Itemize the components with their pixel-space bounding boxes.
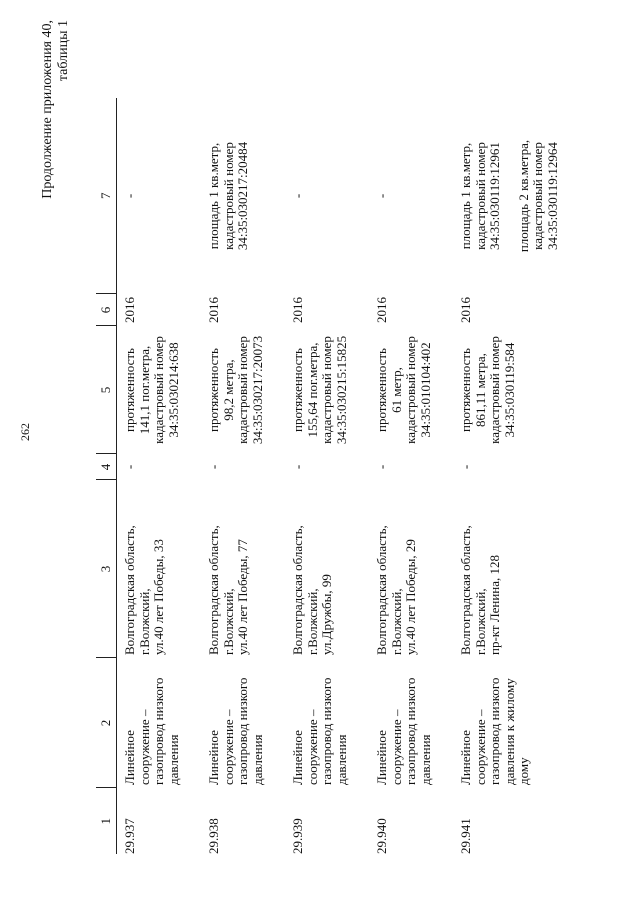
land-info xyxy=(201,98,285,294)
table-row xyxy=(453,98,568,854)
column-4-value: - xyxy=(374,464,389,470)
object-details: протяженность 61 метр, кадастровый номер 34:35:010104:402 xyxy=(374,336,433,444)
object-year: 2016 xyxy=(374,297,389,323)
column-4-value: - xyxy=(122,464,137,470)
object-name: Линейное сооружение – газопровод низкого давления xyxy=(122,677,181,785)
object-details: протяженность 141,1 пог.метра, кадастровый номер 34:35:030214:638 xyxy=(122,336,181,444)
object-address: Волгоградская область, г.Волжский, ул.40 лет Победы, 29 xyxy=(374,525,418,655)
column-header: 5 xyxy=(96,326,117,454)
table-row xyxy=(285,98,369,854)
object-year: 2016 xyxy=(290,297,305,323)
column-header: 3 xyxy=(96,480,117,658)
object-details: протяженность 155,64 пог.метра, кадастровый номер 34:35:030215:15825 xyxy=(290,335,349,445)
column-header: 1 xyxy=(96,788,117,854)
continuation-title: Продолжение приложения 40, таблицы 1 xyxy=(40,20,71,199)
column-header: 7 xyxy=(96,98,117,294)
object-year: 2016 xyxy=(122,297,137,323)
column-header: 2 xyxy=(96,658,117,788)
object-year: 2016 xyxy=(206,297,221,323)
land-info xyxy=(285,98,369,294)
land-info xyxy=(453,98,568,294)
land-info xyxy=(369,98,453,294)
row-number: 29.940 xyxy=(374,818,389,854)
land-plot-second: площадь 2 кв.метра, кадастровый номер 34:35:030119:12964 xyxy=(515,139,560,253)
column-header: 6 xyxy=(96,294,117,326)
land-plot: площадь 1 кв.метр, кадастровый номер 34:35:030119:12961 xyxy=(458,142,502,250)
land-plot: площадь 1 кв.метр, кадастровый номер 34:35:030217:20484 xyxy=(206,141,250,251)
table-row xyxy=(201,98,285,854)
column-4-value: - xyxy=(458,464,473,470)
object-address: Волгоградская область, г.Волжский, ул.40 лет Победы, 33 xyxy=(122,525,166,655)
object-name: Линейное сооружение – газопровод низкого давления xyxy=(374,677,433,785)
land-plot: - xyxy=(122,193,137,199)
object-address: Волгоградская область, г.Волжский, ул.40 лет Победы, 77 xyxy=(206,525,250,655)
column-header: 4 xyxy=(96,454,117,480)
register-table xyxy=(96,98,568,854)
column-4-value: - xyxy=(290,464,305,470)
row-number: 29.941 xyxy=(458,818,473,854)
object-name: Линейное сооружение – газопровод низкого давления к жилому дому xyxy=(458,677,531,785)
land-plot: - xyxy=(374,193,389,199)
object-address: Волгоградская область, г.Волжский, пр-кт Ленина, 128 xyxy=(458,525,502,655)
land-plot: - xyxy=(290,193,305,199)
object-year: 2016 xyxy=(458,297,473,323)
object-details: протяженность 98,2 метра, кадастровый номер 34:35:030217:20073 xyxy=(206,335,265,445)
page-number: 262 xyxy=(18,423,32,441)
object-address: Волгоградская область, г.Волжский, ул.Дружбы, 99 xyxy=(290,525,334,655)
object-details: протяженность 861,11 метра, кадастровый номер 34:35:030119:584 xyxy=(458,336,517,444)
row-number: 29.939 xyxy=(290,818,305,854)
land-info xyxy=(117,98,202,294)
column-4-value: - xyxy=(206,464,221,470)
row-number: 29.937 xyxy=(122,818,137,854)
register-table-wrapper xyxy=(96,98,608,854)
object-name: Линейное сооружение – газопровод низкого давления xyxy=(290,677,349,785)
row-number: 29.938 xyxy=(206,818,221,854)
object-name: Линейное сооружение – газопровод низкого давления xyxy=(206,677,265,785)
table-header-row xyxy=(96,98,117,854)
table-row xyxy=(117,98,202,854)
table-row xyxy=(369,98,453,854)
